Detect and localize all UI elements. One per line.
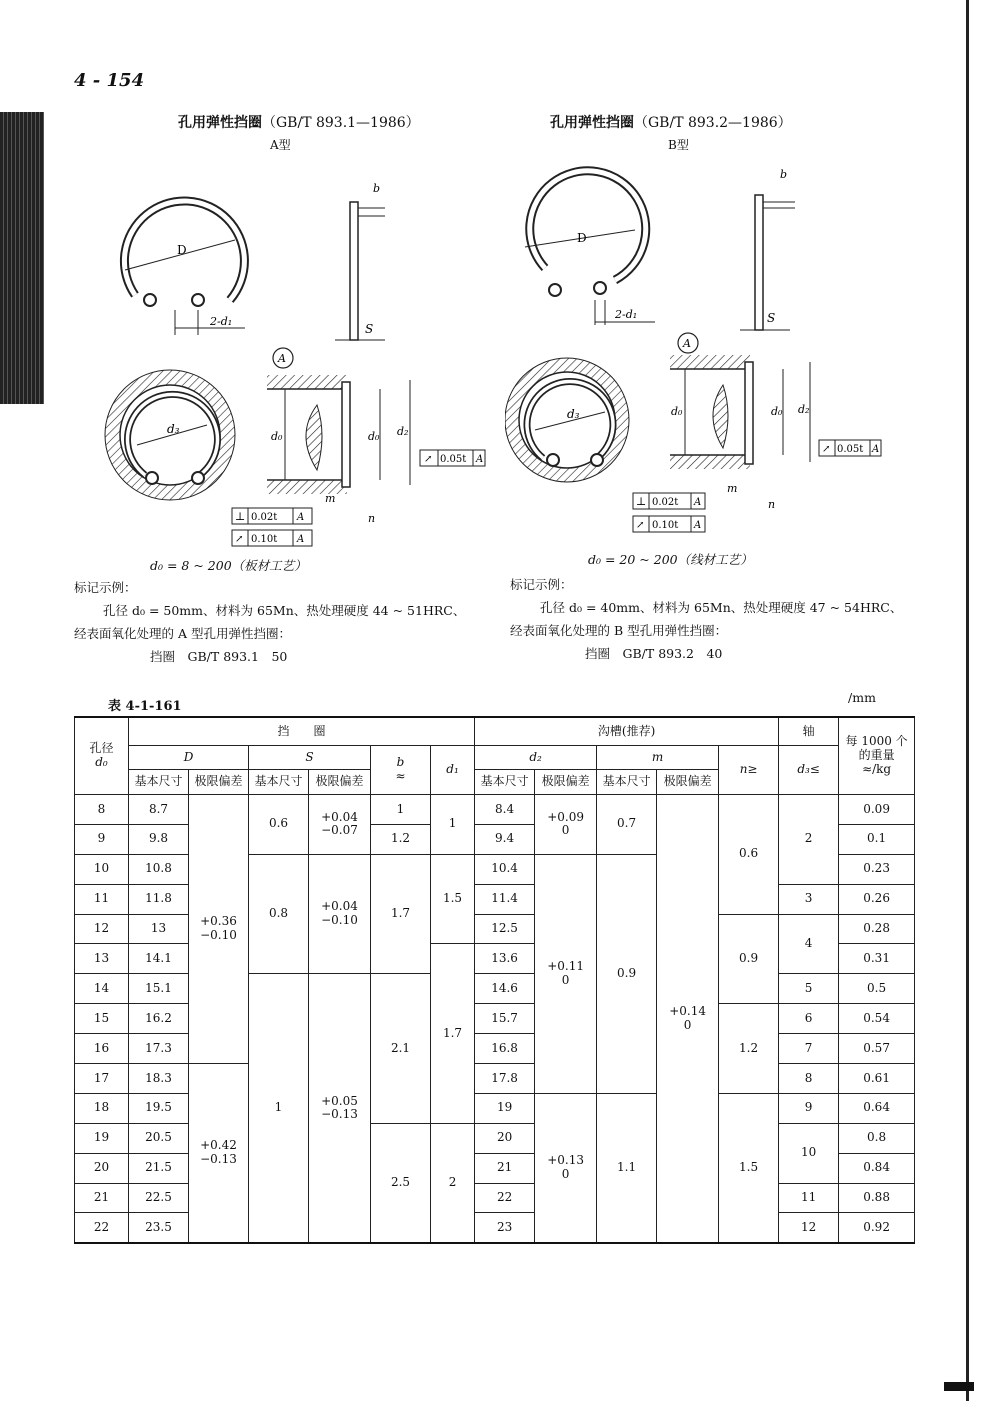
table-caption: 表 4-1-161	[108, 699, 182, 714]
d2-dev-0: +0.09 0	[535, 795, 597, 855]
dim-d2: d₂	[397, 425, 409, 438]
tol-circ-datum: A	[872, 444, 880, 455]
lug-hole-icon	[146, 472, 158, 484]
right-range: d₀ = 20 ~ 200（线材工艺）	[588, 552, 753, 567]
dim-d0: d₀	[671, 405, 683, 418]
lug-hole-icon	[594, 282, 606, 294]
dim-d3: d₃	[167, 422, 180, 436]
header-d3: d₃≤	[779, 746, 839, 795]
dim-m: m	[325, 492, 336, 505]
d2-dev-2: +0.13 0	[535, 1093, 597, 1243]
dim-D: D	[577, 231, 587, 245]
page-corner-mark	[944, 1382, 974, 1391]
header-S-basic: 基本尺寸	[249, 770, 309, 795]
table-row: 11 11.8 11.4 3 0.26	[75, 884, 915, 914]
runout-icon: ↗	[424, 454, 433, 465]
D-dev-b: +0.42 −0.13	[189, 1064, 249, 1244]
left-range: d₀ = 8 ~ 200（板材工艺）	[150, 558, 307, 573]
runout-icon: ↗	[235, 534, 244, 545]
runout-icon: ↗	[636, 520, 645, 531]
table-row: 12 13 12.5 0.9 4 0.28	[75, 914, 915, 944]
tol-perp: 0.02t	[652, 497, 679, 508]
table-row: 10 10.8 0.8 +0.04 −0.10 1.7 1.5 10.4 +0.11 0 0.9 0.23	[75, 854, 915, 884]
type-a-drawing	[95, 150, 495, 550]
header-b: b ≈	[371, 746, 431, 795]
lug-hole-icon	[547, 454, 559, 466]
table-row: 16 17.3 16.8 7 0.57	[75, 1034, 915, 1064]
tol-runout-datum: A	[694, 520, 702, 531]
table-unit: /mm	[848, 690, 876, 705]
header-d1: d₁	[431, 746, 475, 795]
tol-perp-datum: A	[297, 512, 305, 523]
m-dev: +0.14 0	[657, 795, 719, 1244]
dim-S: S	[365, 322, 374, 336]
table-row: 18 19.5 19 +0.13 0 1.1 1.5 9 0.64	[75, 1093, 915, 1123]
table-row: 15 16.2 15.7 1.2 6 0.54	[75, 1004, 915, 1034]
spec-table	[74, 716, 915, 1244]
header-d2-basic: 基本尺寸	[475, 770, 535, 795]
lug-hole-icon	[549, 284, 561, 296]
header-d2-dev: 极限偏差	[535, 770, 597, 795]
left-figure-subtitle: A型	[270, 138, 291, 152]
header-bore: 孔径 d₀	[75, 717, 129, 795]
dim-d3: d₃	[567, 407, 580, 421]
dim-n: n	[368, 512, 376, 525]
lug-hole-icon	[192, 294, 204, 306]
header-groove: 沟槽(推荐)	[475, 717, 779, 746]
table-row: 19 20.5 2.5 2 20 10 0.8	[75, 1123, 915, 1153]
header-n: n≥	[719, 746, 779, 795]
page-number: 4 - 154	[74, 70, 145, 91]
lug-hole-icon	[144, 294, 156, 306]
right-example-line2: 经表面氧化处理的 B 型孔用弹性挡圈：	[510, 623, 728, 638]
left-example-heading: 标记示例：	[74, 580, 137, 595]
dim-b: b	[780, 168, 788, 181]
perp-icon: ⊥	[235, 510, 246, 523]
S-dev-0: +0.04 −0.07	[309, 795, 371, 855]
table-row: 22 23.5 23 12 0.92	[75, 1213, 915, 1243]
left-example-marking: 挡圈 GB/T 893.1 50	[150, 649, 288, 664]
right-example-line1: 孔径 d₀ = 40mm、材料为 65Mn、热处理硬度 47 ~ 54HRC、	[540, 600, 903, 615]
tol-perp: 0.02t	[251, 512, 278, 523]
table-row: 8 8.7 +0.36 −0.10 0.6 +0.04 −0.07 1 1 8.4 +0.09 0 0.7 +0.14 0 0.6 2 0.09	[75, 795, 915, 825]
tol-runout: 0.10t	[251, 534, 278, 545]
header-m-basic: 基本尺寸	[597, 770, 657, 795]
d2-dev-1: +0.11 0	[535, 854, 597, 1093]
dim-d2: d₂	[798, 403, 810, 416]
dim-D: D	[177, 243, 187, 257]
S-dev-1: +0.04 −0.10	[309, 854, 371, 974]
header-D: D	[129, 746, 249, 770]
dim-n: n	[768, 498, 776, 511]
dim-m: m	[727, 482, 738, 495]
datum-A: A	[278, 352, 286, 365]
table-row: 17 18.3 +0.42 −0.13 17.8 8 0.61	[75, 1064, 915, 1094]
tol-circ-datum: A	[476, 454, 484, 465]
right-figure-subtitle: B型	[668, 138, 689, 152]
dim-d0: d₀	[271, 430, 283, 443]
tol-circ: 0.05t	[440, 454, 467, 465]
tol-runout: 0.10t	[652, 520, 679, 531]
left-figure-title: 孔用弹性挡圈（GB/T 893.1—1986）	[178, 115, 420, 131]
left-example-line2: 经表面氧化处理的 A 型孔用弹性挡圈：	[74, 626, 291, 641]
header-S-dev: 极限偏差	[309, 770, 371, 795]
tol-runout-datum: A	[297, 534, 305, 545]
table-row: 13 14.1 1.7 13.6 0.31	[75, 944, 915, 974]
datum-A: A	[683, 337, 691, 350]
header-m: m	[597, 746, 719, 770]
header-m-dev: 极限偏差	[657, 770, 719, 795]
perp-icon: ⊥	[636, 495, 647, 508]
dim-b: b	[373, 182, 381, 195]
header-D-dev: 极限偏差	[189, 770, 249, 795]
lug-hole-icon	[591, 454, 603, 466]
left-example-line1: 孔径 d₀ = 50mm、材料为 65Mn、热处理硬度 44 ~ 51HRC、	[103, 603, 466, 618]
S-dev-2: +0.05 −0.13	[309, 974, 371, 1244]
dim-2d1: 2-d₁	[210, 315, 233, 328]
header-d2: d₂	[475, 746, 597, 770]
header-ring: 挡 圈	[129, 717, 475, 746]
type-b-drawing	[505, 150, 905, 550]
chapter-thumb-tab	[0, 112, 44, 404]
lug-hole-icon	[192, 472, 204, 484]
table-row: 20 21.5 21 0.84	[75, 1153, 915, 1183]
table-row: 14 15.1 1 +0.05 −0.13 2.1 14.6 5 0.5	[75, 974, 915, 1004]
table-row: 21 22.5 22 11 0.88	[75, 1183, 915, 1213]
runout-icon: ↗	[822, 444, 831, 455]
right-example-marking: 挡圈 GB/T 893.2 40	[585, 646, 723, 661]
page-edge-rule	[966, 0, 969, 1401]
header-shaft: 轴	[779, 717, 839, 746]
tol-circ: 0.05t	[837, 444, 864, 455]
right-example-heading: 标记示例：	[510, 577, 573, 592]
header-D-basic: 基本尺寸	[129, 770, 189, 795]
dim-d0-section: d₀	[771, 405, 783, 418]
dim-S: S	[767, 311, 776, 325]
header-S: S	[249, 746, 371, 770]
D-dev-a: +0.36 −0.10	[189, 795, 249, 1064]
header-weight: 每 1000 个 的重量 ≈/kg	[839, 717, 915, 795]
dim-2d1: 2-d₁	[615, 308, 638, 321]
right-figure-title: 孔用弹性挡圈（GB/T 893.2—1986）	[550, 115, 792, 131]
dim-d0-section: d₀	[368, 430, 380, 443]
table-row: 9 9.8 1.2 9.4 0.1	[75, 824, 915, 854]
tol-perp-datum: A	[694, 497, 702, 508]
